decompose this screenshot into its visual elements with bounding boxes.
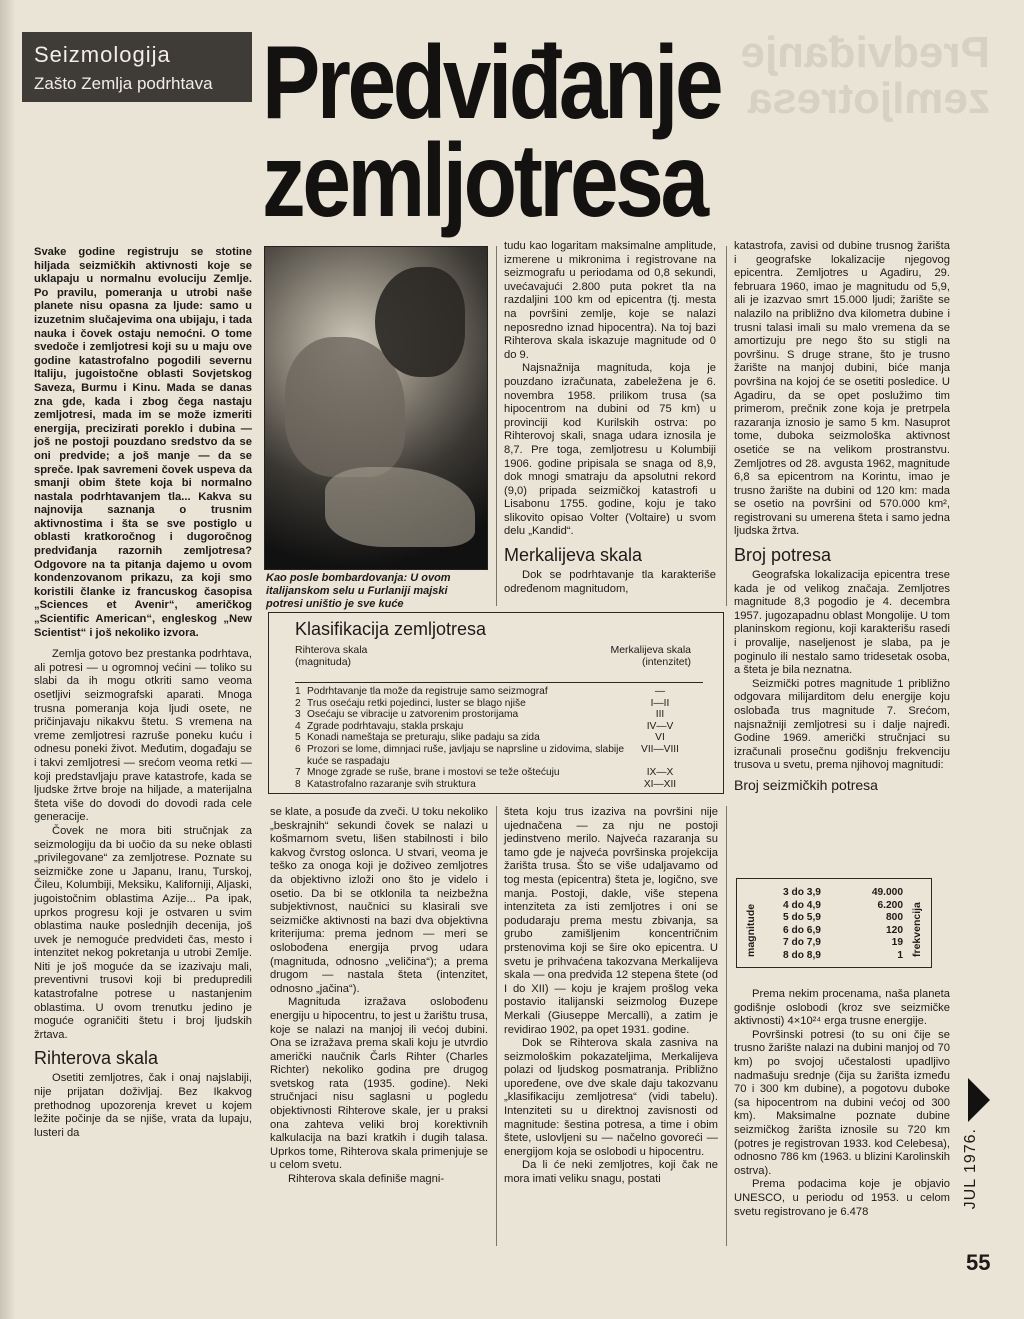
magnitude-value: 6 [295, 743, 301, 755]
count-table-title: Broj seizmičkih potresa [734, 776, 878, 793]
intensity-value: XI—XII [643, 778, 677, 790]
body-paragraph: katastrofa, zavisi od dubine trusnog žarišta i geografske lokalizacije njegovog epicentra. Zemljotres u Agadiru, 29. februara 1960, imao je magnitudu od 5,9, ali je izazvao smrt 15.000 ljudi; žarište se nalazilo na približno dva kilometra dubine i trusni talasi imali su malo vremena da se amortizuju pre nego što su stigli na površinu. S druge strane, što je trusno žarište na manjoj dubini, biće manja površina na kojoj će se osetiti posledice. U Agadiru, da se opet poslužimo tim primerom, prečnik zone koja je pretrpela razaranja iznosio je samo 5 km. Nasuprot tome, duboka seizmološka aktivnost osetiće se na velikom prostranstvu. Zemljotres od 28. avgusta 1962, magnitude 6,8 sa epicentrom na Korintu, imao je trusno žarište na dubini od 120 km: mada se osetio na površini od 570.000 km², registrovani su umerena šteta i samo jedna ljudska žrtva. [734, 240, 950, 538]
intensity-value: — [654, 686, 666, 697]
effect-description: Mnoge zgrade se ruše, brane i mostovi se teže oštećuju [307, 767, 560, 779]
frequency-count: 800 [886, 912, 903, 923]
body-paragraph: Najsnažnija magnituda, koja je pouzdano izračunata, zabeležena je 6. novembra 1958. prilikom trusa (sa hipocentrom na dubini od 75 km) u provinciji kod Kurilskih ostrva: po Rihterovoj skali, snaga udara iznosila je 8,7. Pre toga, zemljotresu u Kolumbiji 1906. godine pripisala se snaga od 8,9, dok mnogi smatraju da apsolutni rekord (9,0) pripada seizmičkoj katastrofi u Lisabonu 1755. godine, koju je tako slikovito opisao Volter (Voltaire) u svom delu „Kandid“. [504, 362, 716, 538]
intensity-value: I—II [650, 697, 670, 709]
body-paragraph: Rihterova skala definiše magni- [288, 1173, 445, 1186]
classification-row [295, 698, 703, 710]
effect-description: Prozori se lome, dimnjaci ruše, javljaju se naprsline u zidovima, slabije kuće se raspadaju [307, 743, 625, 767]
continue-arrow-icon [968, 1078, 990, 1122]
magnitude-range: 3 do 3,9 [783, 887, 821, 898]
body-paragraph: se klate, a posuđe da zveči. U toku nekoliko „beskrajnih“ sekundi čovek se nalazi u košmarnom svetu, lišen stabilnosti i bilo kakvog čvrstog oslonca. U stvari, veoma je teško za onoga koji je doživeo zemljotres da objektivno izloži ono što je videlo i osetio. Da bi se otklonila ta neizbežna subjektivnost, naučnici su klasirali sve seizmičke aktivnosti na bazi dva objektivna kriterijuma: prema jednom — meri se oslobođena energija prvog udara (magnituda, odnosno „veličina“); a prema drugom — nastala šteta (intenzitet, odnosno „jačina“). [270, 806, 488, 995]
body-paragraph: šteta koju trus izaziva na površini nije ujednačena — za nju ne postoji jedinstveno merilo. Najveća razaranja su tamo gde je najveća površinska projekcija žarišta trusa. Što se više udaljavamo od tog mesta (epicentra) šteta je, logično, sve manja. Postoji, dakle, više stepena intenziteta za isti zemljotres i oni se podudaraju prema mestu zbivanja, sa grubo zamišljenim koncentričnim prstenovima koji se šire oko epicentra. U svetu je prihvaćena takozvana Merkalijeva skala — ona predviđa 12 stepena štete (od I do XII) — koju je krajem prošlog veka postavio italijanski seizmolog Đuzepe Merkali (Giuseppe Mercalli), a zatim je revidirao 1902, pa opet 1931. godine. [504, 806, 718, 1036]
body-paragraph: tudu kao logaritam maksimalne amplitude, izmerene u mikronima i registrovane na seizmografu u periodama od 0,8 sekundi, uvećavajući 2.800 puta pokret tla na razdaljini 100 km od epicentra (tj. mesta na površini zemlje, koje se nalazi neposredno iznad hipocentra). Na toj bazi Rihterova skala iskazuje magnitude od 0 do 9. [504, 240, 716, 361]
body-paragraph: Prema nekim procenama, naša planeta godišnje oslobodi (kroz sve seizmičke aktivnosti) 4×10²⁴ erga trusne energije. [734, 988, 950, 1028]
magnitude-value: 7 [295, 767, 301, 779]
body-paragraph: Geografska lokalizacija epicentra trese kada je od velikog značaja. Zemljotres magnitude 8,3 pogodio je 4. decembra 1957. jugozapadnu oblast Mongolije. U tom planinskom regionu, koji karakterišu rasedi i provalije, naseljenost je slaba, pa je poginulo ili nestalo samo tridesetak osoba, a šteta je bila neznatna. [734, 569, 950, 677]
intensity-value: VI [655, 732, 665, 744]
classification-row [295, 779, 703, 791]
body-paragraph: Dok se podrhtavanje tla karakteriše određenom magnitudom, [504, 569, 716, 595]
classification-row [295, 721, 703, 733]
section-subtitle: Zašto Zemlja podrhtava [34, 74, 213, 93]
column-4-bottom [734, 988, 950, 1219]
classification-row [295, 732, 703, 744]
magnitude-value: 5 [295, 732, 301, 744]
intensity-value: III [655, 709, 665, 721]
column-2-bottom [270, 806, 488, 1187]
page-number: 55 [966, 1250, 991, 1275]
effect-description: Katastrofalno razaranje svih struktura [307, 778, 476, 790]
table-right-header: Merkalijeva skala (intenzitet) [610, 644, 691, 668]
column-3-top [504, 240, 716, 596]
frequency-count: 1 [897, 949, 903, 961]
subheading-broj: Broj potresa [734, 545, 832, 566]
article-headline [262, 25, 721, 239]
magnitude-value: 1 [295, 686, 301, 697]
subheading-merkali: Merkalijeva skala [504, 545, 643, 566]
classification-table [268, 612, 724, 794]
bleed-through-text: Predviđanje zemljotresa [740, 28, 990, 123]
effect-description: Osećaju se vibracije u zatvorenim prostorijama [307, 709, 519, 721]
effect-description: Zgrade podrhtavaju, stakla prskaju [307, 720, 464, 732]
magnitude-range: 4 do 4,9 [783, 899, 821, 911]
body-paragraph: Čovek ne mora biti stručnjak za seizmologiju da bi uočio da su neke oblasti „privilegovane“ za zemljotrese. Poznate su seizmičke zone u Japanu, Iranu, Turskoj, Čileu, Kolumbiji, Meksiku, Kaliforniji, Aljaski, jugoistočnim oblastima Azije... Pa ipak, uprkos progresu koji je ostvaren u svim oblastima nauke poslednjih decenija, još uvek je nemoguće predvideti čas, mesto i intenzitet nekog pokretanja u utrobi Zemlje. Niti je još moguće da se izazivaju mali, preventivni trusovi koji bi predupredili katastrofalne potrese u nastanjenim oblastima. U ovom trenutku jedino je moguće ograničiti štetu i broj ljudskih žrtava. [34, 824, 252, 1041]
classification-row [295, 744, 703, 767]
column-4 [734, 240, 950, 793]
magnitude-range: 7 do 7,9 [783, 937, 821, 948]
magnitude-range: 6 do 6,9 [783, 924, 821, 936]
classification-row [295, 686, 703, 698]
classification-row [295, 709, 703, 721]
page-fold-shadow [0, 0, 16, 1319]
headline-line-2: zemljotresa [262, 123, 706, 239]
body-paragraph: Da li će neki zemljotres, koji čak ne mora imati veliku snagu, postati [504, 1159, 718, 1186]
subheading-rihter: Rihterova skala [34, 1048, 159, 1069]
frequency-count: 6.200 [877, 899, 903, 911]
intensity-value: IX—X [646, 767, 674, 779]
section-name: Seizmologija [34, 42, 171, 67]
column-3-bottom [504, 806, 718, 1187]
intensity-value: VII—VIII [641, 743, 679, 755]
earthquake-photo [264, 246, 488, 570]
magnitude-range: 8 do 8,9 [783, 949, 821, 961]
body-paragraph: Zemlja gotovo bez prestanka podrhtava, ali potresi — u ogromnoj većini — toliko su slabi da ih mogu otkriti samo veoma osetljivi seizmografski aparati. Mnoga trusna pomeranja koja ljudi osete, ne pričinjavaju nikakvu štetu. S vremena na vreme zemljotresi razruše poneku kuću i odnesu poneki život. Međutim, događaju se i takvi zemljotresi — srećom veoma retki — koji predstavljaju prave katastrofe, kada se ljudske žrtve broje na hiljade, a materijalna šteta više do dovodi do dovodi rada cele generacije. [34, 648, 252, 824]
intensity-value: IV—V [646, 720, 674, 732]
effect-description: Trus osećaju retki pojedinci, luster se blago njiše [307, 697, 526, 709]
frequency-axis-label: frekvencija [911, 902, 923, 957]
table-left-header: Rihterova skala (magnituda) [295, 644, 368, 668]
magnitude-axis-label: magnitude [745, 903, 757, 957]
body-paragraph: Seizmički potres magnitude 1 približno odgovara milijarditom delu energije koju oslobađa trus magnitude 7. Srećom, najsnažniji zemljotresi su i dalje najređi. Godine 1969. američki stručnjaci su izračunali prosečnu godišnju frekvenciju trusova u svetu, prema njihovoj magnitudi: [734, 677, 950, 772]
effect-description: Konadi nameštaja se preturaju, slike padaju sa zida [307, 732, 540, 744]
magnitude-value: 3 [295, 709, 301, 721]
body-paragraph: Prema podacima koje je objavio UNESCO, u periodu od 1953. u celom svetu registrovano je 6.478 [734, 1178, 950, 1218]
seismic-count-table [736, 878, 932, 968]
magnitude-value: 2 [295, 697, 301, 709]
table-title: Klasifikacija zemljotresa [295, 619, 487, 639]
column-1 [34, 246, 252, 1140]
lead-paragraph: Svake godine registruju se stotine hiljada seizmičkih aktivnosti koje se uklapaju u normalnu evoluciju Zemlje. Po pravilu, pomeranja u utrobi naše planete nisu opasna za ljude: samo u izuzetnim slučajevima ona ubijaju, i tada nauka i čovek ostaju nemoćni. O tome svedoče i zemljotresi koji su u maju ove godine katastrofalno pogodili severnu Italiju, jugoistočne oblasti Sovjetskog Saveza, Burmu i Kinu. Mada se danas zna gde, kada i zbog čega nastaju zemljotresi, mada im se može izmeriti energija, precizirati poreklo i dubina — još ne postoji pouzdano sredstvo da se oni predvide; a još manje — da se spreče. Ipak savremeni čovek uspeva da smanji obim štete koja bi normalno nastala podrhtavanjem tla... Kakva su najnovija saznanja o trusnim aktivnostima i šta se sve postiglo u oblasti kratkoročnog i dugoročnog predviđanja razornih zemljotresa? Odgovore na ta pitanja dajemo u ovom kondenzovanom prikazu, za koji smo koristili članke iz francuskog časopisa „Sciences et Avenir“, američkog „Scientific American“, engleskog „New Scientist“ i još nekoliko izvora. [34, 246, 252, 639]
effect-description: Podrhtavanje tla može da registruje samo seizmograf [307, 686, 548, 697]
frequency-count: 19 [891, 937, 903, 948]
body-paragraph: Magnituda izražava oslobođenu energiju u hipocentru, to jest u žarištu trusa, koje se nalazi na manjoj ili većoj dubini. Ona se izražava prema skali koju je utvrdio američki naučnik Čarls Rihter (Charles Richter) nekoliko godina pre drugog svetskog rata (1935. godine). Neki stručnjaci nisu saglasni u pogledu objektivnosti Rihterove skale, jer u praksi ona zahteva veliki broj korektivnih kalkulacija na bazi kratkih i dugih talasa. Uprkos tome, Rihterova skala primenjuje se u celom svetu. [270, 996, 488, 1172]
body-paragraph: Dok se Rihterova skala zasniva na seizmološkim pokazateljima, Merkalijeva polazi od ljudskog posmatranja. Približno upoređene, ove dve skale daju takozvanu „klasifikaciju zemljotresa“ (vidi tabelu). Intenziteti su u direktnoj zavisnosti od magnitude: šestina potresa, a time i obim štete, uslovljeni su — načelno govoreći — energijom koja se oslobodi u hipocentru. [504, 1037, 718, 1158]
body-paragraph: Površinski potresi (to su oni čije se trusno žarište nalazi na dubini manjoj od 70 km) po svojoj učestalosti upadljivo nadmašuju srednje (čija su žarišta između 70 i 300 km dubine), a pogotovu duboke (sa hipocentrom na dubini većoj od 300 km). Maksimalne poznate dubine seizmičkog žarišta iznosile su 720 km (potres je registrovan 1933. kod Celebesa), odnosno 786 km (1963. u blizini Karolinskih ostrva). [734, 1028, 950, 1177]
magnitude-value: 4 [295, 720, 301, 732]
body-paragraph: Osetiti zemljotres, čak i onaj najslabiji, nije prijatan doživljaj. Bez Ikakvog prethodnog upozorenja krevet u kojem ležite počinje da se njiše, vrata da lupaju, lusteri da [34, 1072, 252, 1139]
magnitude-value: 8 [295, 778, 301, 790]
frequency-count: 49.000 [871, 887, 903, 898]
headline-line-1: Predviđanje [262, 25, 721, 141]
section-label-box [22, 32, 252, 102]
photo-caption: Kao posle bombardovanja: U ovom italijanskom selu u Furlaniji majski potresi uništio je sve kuće [266, 572, 451, 610]
magnitude-range: 5 do 5,9 [783, 912, 821, 923]
classification-row [295, 767, 703, 779]
frequency-count: 120 [886, 924, 903, 936]
issue-date: JUL 1976. [962, 1128, 979, 1210]
